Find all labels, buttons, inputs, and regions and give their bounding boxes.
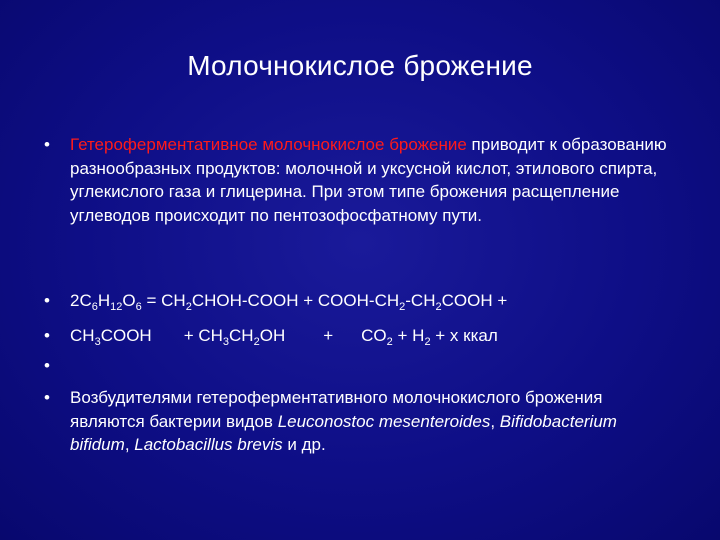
eq-seg: = CH [141,291,186,310]
eq-sub: 2 [399,301,406,313]
eq-sub: 3 [222,336,230,348]
eq-sub: 2 [253,336,260,348]
eq-seg: H [97,291,111,310]
eq-sub: 12 [110,301,123,313]
eq-seg: O [122,291,136,310]
slide-title: Молочнокислое брожение [187,50,533,81]
text-seg: , [490,411,500,431]
eq-sub: 2 [435,301,442,313]
species-name: Bifidobacterium bifidum [70,411,617,454]
eq-seg: OH [259,326,286,345]
eq-sub: 2 [424,336,431,348]
text-seg: Возбудителями гетероферментативного молочнокислого брожения являются бактерии видов [70,388,603,431]
eq-sub: 2 [386,336,393,348]
eq-sub: 3 [94,336,101,348]
eq-seg: COOH + [441,291,508,310]
eq-seg: CHOH-COOH + COOH-CH [191,291,400,310]
eq-seg: 2C [70,291,92,310]
bullet-marker: • [44,326,50,345]
eq-sub: 6 [135,301,142,313]
bullet-marker: • [44,388,50,407]
species-name: Lactobacillus brevis [134,435,283,454]
eq-seg: COOH [100,326,152,345]
eq-sub: 6 [91,301,98,313]
bullet-marker: • [44,135,50,154]
text-seg: и др. [282,435,326,454]
eq-seg: CH [229,326,254,345]
bullet-text [70,133,670,227]
equation-part1 [70,289,670,313]
eq-seg: + [323,326,334,345]
bullet-marker: • [44,356,50,375]
bullet-text [70,386,670,457]
eq-seg: + х ккал [430,326,498,345]
bullet-marker: • [44,291,50,310]
eq-sub: 2 [185,301,192,313]
text-seg: , [124,435,135,454]
eq-seg: + CH [183,326,223,345]
eq-seg: CO [361,326,387,345]
highlighted-term: Гетероферментативное молочнокислое брожение [70,135,467,154]
equation-part2 [70,324,670,348]
eq-seg: -CH [405,291,436,310]
eq-seg: + H [392,326,425,345]
species-name: Leuconostoc mesenteroides [277,411,491,431]
bullet-rest: приводит к образованию разнообразных продуктов: молочной и уксусной кислот, этилового спирта, углекислого газа и глицерина. При этом типе брожения расщепление углеводов происходит по пентозофосфатному пути. [70,135,667,225]
eq-seg: CH [70,326,95,345]
